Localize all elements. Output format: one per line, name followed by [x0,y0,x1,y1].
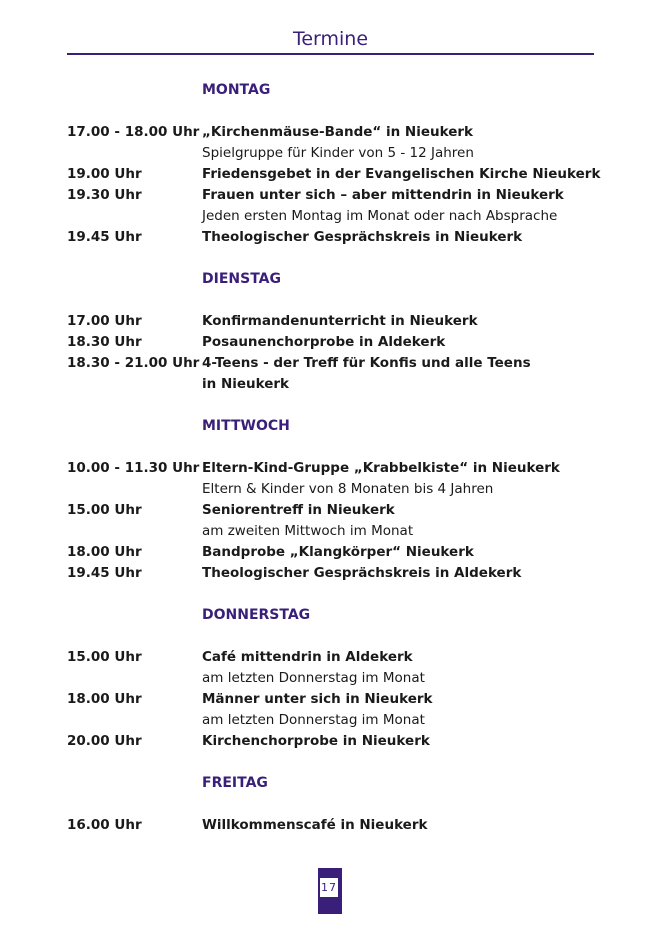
event-row [67,353,627,395]
event-title: 4-Teens - der Treff für Konfis und alle Teens [202,355,531,371]
event-time: 18.30 - 21.00 Uhr [67,355,200,371]
event-row [67,563,627,584]
event-time: 15.00 Uhr [67,502,142,518]
event-note: Eltern & Kinder von 8 Monaten bis 4 Jahren [202,481,494,497]
event-title: Theologischer Gesprächskreis in Aldekerk [202,565,522,581]
event-row [67,332,627,353]
event-time: 17.00 - 18.00 Uhr [67,124,200,140]
schedule [67,80,627,857]
event-row [67,542,627,563]
event-time: 19.00 Uhr [67,166,142,182]
event-description [202,563,627,584]
page-title: Termine [292,28,369,50]
event-title: Eltern-Kind-Gruppe „Krabbelkiste“ in Nieukerk [202,460,560,476]
event-time: 18.00 Uhr [67,544,142,560]
event-row [67,500,627,542]
day-heading: DIENSTAG [202,271,281,287]
event-note: am letzten Donnerstag im Monat [202,670,425,686]
day-section-donnerstag [67,605,627,752]
page-number: 17 [320,878,338,897]
event-description [202,731,627,752]
event-description [202,185,627,227]
day-section-dienstag [67,269,627,395]
event-row [67,185,627,227]
event-title: Café mittendrin in Aldekerk [202,649,413,665]
event-title: „Kirchenmäuse-Bande“ in Nieukerk [202,124,474,140]
day-heading: FREITAG [202,775,268,791]
event-description [202,689,627,731]
page-number-tab [318,868,342,914]
day-section-freitag [67,773,627,836]
event-row [67,227,627,248]
event-description [202,311,627,332]
event-title: Theologischer Gesprächskreis in Nieukerk [202,229,523,245]
event-row [67,731,627,752]
event-note: am letzten Donnerstag im Monat [202,712,425,728]
event-description [202,542,627,563]
event-time: 18.00 Uhr [67,691,142,707]
event-title: Konfirmandenunterricht in Nieukerk [202,313,478,329]
event-time: 18.30 Uhr [67,334,142,350]
event-title: Posaunenchorprobe in Aldekerk [202,334,446,350]
event-description [202,500,627,542]
event-title: Bandprobe „Klangkörper“ Nieukerk [202,544,474,560]
event-row [67,458,627,500]
event-description [202,332,627,353]
event-title: Seniorentreff in Nieukerk [202,502,395,518]
event-description [202,458,627,500]
event-time: 20.00 Uhr [67,733,142,749]
event-description [202,815,627,836]
event-row [67,647,627,689]
event-note: am zweiten Mittwoch im Monat [202,523,414,539]
event-description [202,647,627,689]
event-time: 10.00 - 11.30 Uhr [67,460,200,476]
event-time: 19.30 Uhr [67,187,142,203]
event-row [67,815,627,836]
event-row [67,122,627,164]
event-title: Friedensgebet in der Evangelischen Kirche Nieukerk [202,166,601,182]
event-title: Kirchenchorprobe in Nieukerk [202,733,430,749]
event-time: 17.00 Uhr [67,313,142,329]
event-row [67,311,627,332]
event-description [202,122,627,164]
event-title-continued: in Nieukerk [202,376,290,392]
event-description [202,353,627,395]
event-note: Jeden ersten Montag im Monat oder nach Absprache [202,208,558,224]
day-heading: MONTAG [202,82,271,98]
event-note: Spielgruppe für Kinder von 5 - 12 Jahren [202,145,474,161]
event-time: 19.45 Uhr [67,229,142,245]
day-heading: MITTWOCH [202,418,290,434]
event-title: Männer unter sich in Nieukerk [202,691,433,707]
event-description [202,164,627,185]
day-section-montag [67,80,627,248]
event-title: Willkommenscafé in Nieukerk [202,817,428,833]
event-time: 15.00 Uhr [67,649,142,665]
event-description [202,227,627,248]
event-time: 16.00 Uhr [67,817,142,833]
event-row [67,164,627,185]
event-time: 19.45 Uhr [67,565,142,581]
event-title: Frauen unter sich – aber mittendrin in Nieukerk [202,187,564,203]
day-heading: DONNERSTAG [202,607,311,623]
title-divider [67,53,594,55]
event-row [67,689,627,731]
day-section-mittwoch [67,416,627,584]
